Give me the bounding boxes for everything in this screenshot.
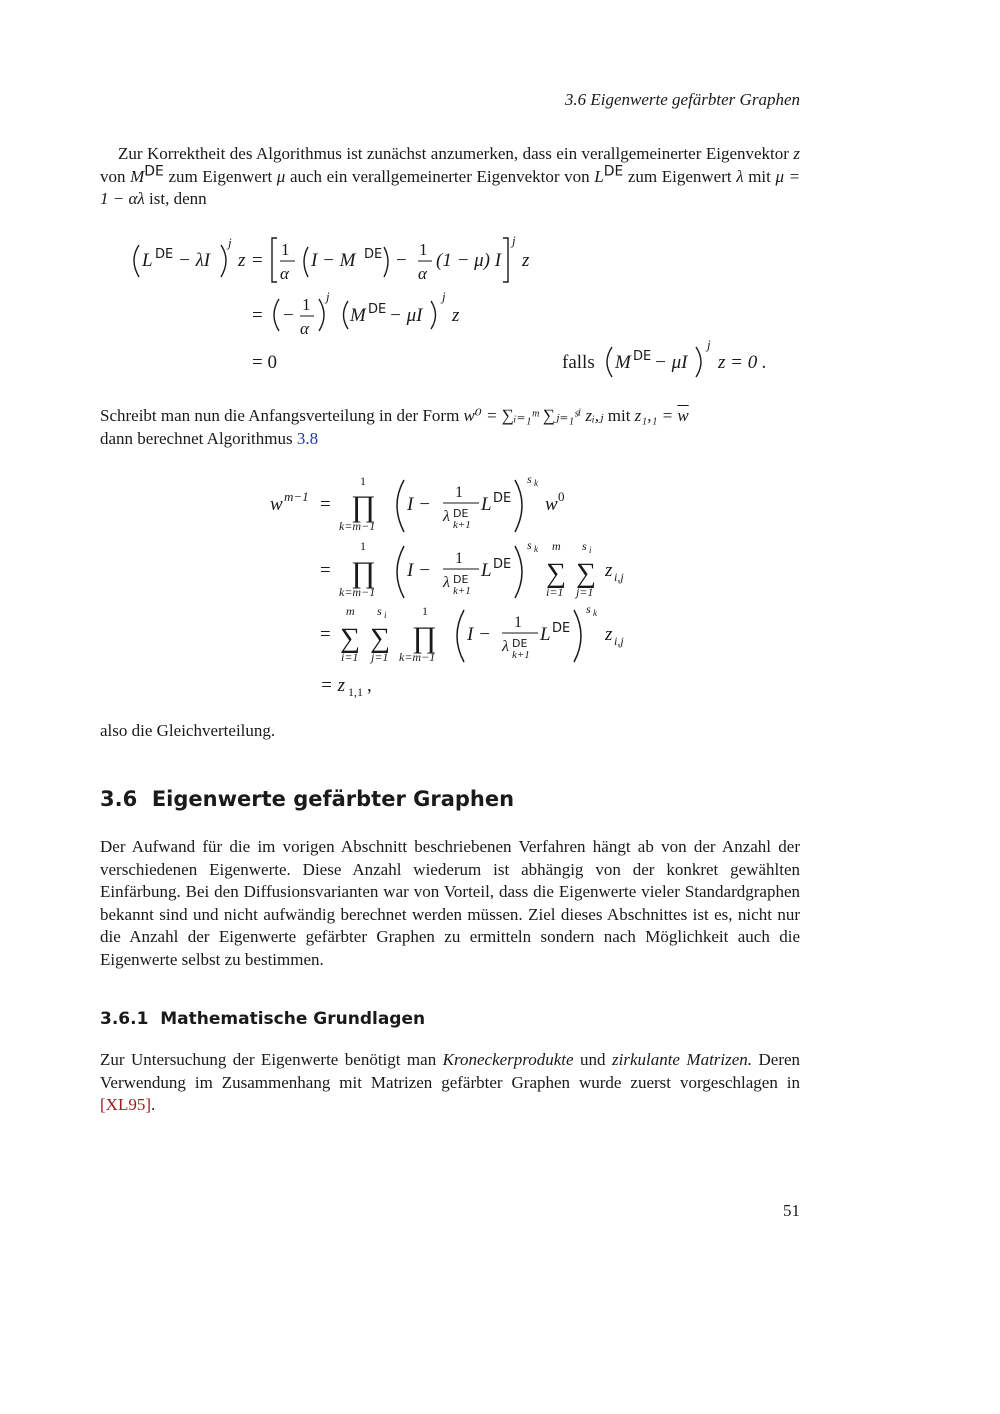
eq2-r3-sum-i-bottom: i=1 <box>341 650 359 664</box>
eq2-r2-sum-m: m <box>552 539 561 553</box>
eq1-j-b: j <box>512 233 516 248</box>
eq1-row2-neg: − <box>283 305 294 326</box>
paragraph-kronecker <box>100 1049 800 1117</box>
eq1-one-a: 1 <box>281 240 290 259</box>
eq2-r1-lambda-sub: k+1 <box>453 519 471 531</box>
eq2-r3-eq: = <box>320 624 331 645</box>
p1-mu: μ <box>276 166 286 186</box>
eq2-r2-lambda-sub: k+1 <box>453 585 471 597</box>
equation-block-2 <box>0 470 1000 700</box>
eq1-row2-j: j <box>326 289 330 304</box>
p2-text-2: mit <box>607 406 631 425</box>
p1-text-4: auch ein verallgemeinerter Eigenvektor von <box>289 166 590 186</box>
eq1-row2-M: M <box>350 305 366 326</box>
eq2-r3-prod-top: 1 <box>422 604 428 618</box>
citation-link[interactable]: [XL95] <box>100 1095 151 1115</box>
eq2-r2-sum-j: ∑ <box>576 558 596 589</box>
eq2-r3-sum-j: ∑ <box>370 623 390 654</box>
eq2-r3-I-minus: I − <box>467 624 491 645</box>
eq2-r2-prod-bottom: k=m−1 <box>339 585 376 599</box>
eq1-row3: = 0 <box>252 352 277 373</box>
paragraph-correctness <box>100 143 800 211</box>
p1-text-5: zum Eigenwert <box>627 166 732 186</box>
eq2-r2-eq: = <box>320 560 331 581</box>
p1-text-2: von <box>100 166 126 186</box>
eq2-r3-z-sub: i,j <box>614 634 624 648</box>
eq1-eq: = <box>252 250 263 271</box>
eq2-r3-sum-s-sub: i <box>384 610 387 620</box>
algorithm-ref-link[interactable]: 3.8 <box>296 428 319 448</box>
p2-wbar: $\overline{w}$ <box>677 406 689 425</box>
eq2-r1-lambda-DE: DE <box>453 507 469 520</box>
eq2-r4-end: , <box>367 675 372 696</box>
page-number: 51 <box>783 1201 800 1220</box>
eq2-r2-sum-i-bottom: i=1 <box>546 585 564 599</box>
eq1-row2-rest: − μI <box>389 305 423 326</box>
eq2-r2-sum-i: ∑ <box>546 558 566 589</box>
eq1-falls-j: j <box>707 337 711 352</box>
eq1-row2-j2: j <box>442 289 446 304</box>
p5-text-1: Zur Untersuchung der Eigenwerte benötigt man <box>100 1050 437 1069</box>
eq2-r1-w0: w <box>545 494 558 515</box>
eq2-r3-L-DE: DE <box>552 621 571 636</box>
eq1-minus: − <box>396 250 407 271</box>
p1-text-7: ist, denn <box>149 189 207 209</box>
p2-text-3: dann berechnet Algorithmus <box>100 428 293 448</box>
eq2-r1-prod: ∏ <box>351 490 376 523</box>
eq1-L-DE: DE <box>155 247 174 262</box>
eq2-r2-lambda: λ <box>443 574 450 591</box>
p2-text-1: Schreibt man nun die Anfangsverteilung in der Form <box>100 406 460 425</box>
eq2-w-sup: m−1 <box>284 489 309 504</box>
p1-L: L <box>594 166 604 186</box>
eq2-r2-prod: ∏ <box>351 556 376 589</box>
eq2-r2-L: L <box>481 560 492 581</box>
eq1-row2-DE: DE <box>368 302 387 317</box>
eq2-r3-lambda-sub: k+1 <box>512 649 530 661</box>
p1-M: M <box>130 166 145 186</box>
eq2-r2-sum-s: s <box>582 539 587 553</box>
eq2-r2-L-DE: DE <box>493 557 512 572</box>
eq2-r4-last: = z <box>320 675 345 696</box>
eq2-r3-sum-s: s <box>377 604 382 618</box>
subsection-number: 3.6.1 <box>100 1009 149 1029</box>
eq2-r1-L-DE: DE <box>493 491 512 506</box>
p1-text-1: Zur Korrektheit des Algorithmus ist zunächst anzumerken, dass ein verallgemeinerter Eigenvektor <box>118 144 789 163</box>
eq2-w: w <box>270 494 283 515</box>
p5-text-3: Deren Verwendung im Zusammenhang mit Matrizen gefärbter Graphen wurde zuerst vorgeschlagen in <box>100 1050 801 1092</box>
eq1-row2-alpha: α <box>300 319 309 338</box>
eq1-falls-M: M <box>615 352 631 373</box>
eq2-r3-prod-bottom: k=m−1 <box>399 650 436 664</box>
section-title: Eigenwerte gefärbter Graphen <box>151 787 515 811</box>
p2-formula-2: z₁,₁ = <box>634 406 674 425</box>
eq1-row2-one: 1 <box>302 295 311 314</box>
p5-text-4: . <box>150 1095 156 1115</box>
eq2-r3-prod: ∏ <box>412 621 437 654</box>
eq1-alpha-a: α <box>280 264 289 283</box>
eq2-r2-s-sub: k <box>534 544 538 554</box>
eq2-r1-prod-top: 1 <box>360 474 366 488</box>
section-heading <box>100 787 514 811</box>
eq2-r3-lambda: λ <box>502 638 509 655</box>
eq2-r1-s-sub: k <box>534 478 538 488</box>
section-number: 3.6 <box>100 787 138 811</box>
eq2-r2-sum-s-sub: i <box>589 545 592 555</box>
eq2-r3-s-sub: k <box>593 608 597 618</box>
p1-M-DE: DE <box>144 162 164 179</box>
eq2-r3-sum-j-bottom: j=1 <box>371 650 389 664</box>
eq2-r2-I-minus: I − <box>407 560 431 581</box>
p2-formula: w⁰ = ∑ᵢ₌₁ᵐ ∑ⱼ₌₁ˢⁱ zᵢ,ⱼ <box>463 406 604 425</box>
eq1-falls-DE: DE <box>633 349 652 364</box>
p1-L-DE: DE <box>603 162 624 179</box>
eq2-r3-sum-i: ∑ <box>340 623 360 654</box>
eq2-r1-I-minus: I − <box>407 494 431 515</box>
eq1-z: z <box>238 250 246 271</box>
eq1-j: j <box>228 235 232 250</box>
eq2-r2-z-sub: i,j <box>614 570 624 584</box>
eq2-r3-s: s <box>586 602 591 616</box>
eq2-r1-L: L <box>481 494 492 515</box>
eq2-r3-sum-m: m <box>346 604 355 618</box>
p1-z: z <box>793 144 800 163</box>
eq2-r1-eq: = <box>320 494 331 515</box>
eq1-M-DE: DE <box>364 247 383 262</box>
eq2-r2-prod-top: 1 <box>360 539 366 553</box>
eq1-one-b: 1 <box>419 240 428 259</box>
eq2-r2-s: s <box>527 538 532 552</box>
paragraph-effort: Der Aufwand für die im vorigen Abschnitt beschriebenen Verfahren hängt ab von der Anzahl der verschiedenen Eigenwerte. Diese Anzahl wiederum ist abhängig von der konkret gewählten Einfärbung. Bei den Diffusionsvarianten war von Vorteil, dass die Eigenwerte vieler Standardgraphen bekannt sind und nicht aufwändig berechnet werden müssen. Ziel dieses Abschnittes ist es, nicht nur die Anzahl der Eigenwerte gefärbter Graphen zu ermitteln sondern nach Möglichkeit auch die Eigenwerte selbst zu bestimmen. <box>100 837 800 969</box>
eq1-row2-z: z <box>452 305 460 326</box>
eq2-r2-one: 1 <box>455 550 463 567</box>
p1-lambda: λ <box>736 166 744 186</box>
eq1-lhs-rest: − λI <box>178 250 211 271</box>
eq1-L: L <box>142 250 153 271</box>
subsection-title: Mathematische Grundlagen <box>160 1009 426 1029</box>
eq2-r1-w0-sup: 0 <box>558 489 565 504</box>
eq1-falls-end: z = 0 . <box>718 352 767 373</box>
eq2-r3-L: L <box>540 624 551 645</box>
eq2-r1-lambda: λ <box>443 508 450 525</box>
running-head: 3.6 Eigenwerte gefärbter Graphen <box>564 90 800 109</box>
p5-text-2: und <box>580 1050 606 1069</box>
eq2-r1-prod-bottom: k=m−1 <box>339 519 376 533</box>
eq1-falls: falls <box>562 352 595 373</box>
equation-block-1 <box>0 225 1000 385</box>
eq2-r3-z: z <box>605 624 613 645</box>
p1-condition: μ = 1 − αλ <box>100 166 801 209</box>
eq2-r1-one: 1 <box>455 484 463 501</box>
eq2-r1-s: s <box>527 472 532 486</box>
paragraph-uniform-distribution: also die Gleichverteilung. <box>100 721 276 740</box>
eq1-I-minus-M: I − M <box>311 250 356 271</box>
eq2-r3-lambda-DE: DE <box>512 637 528 650</box>
eq2-r2-z: z <box>605 560 613 581</box>
eq1-one-minus-mu: (1 − μ) I <box>436 250 502 271</box>
eq1-z-b: z <box>522 250 530 271</box>
eq2-r3-one: 1 <box>514 614 522 631</box>
eq1-falls-rest: − μI <box>654 352 688 373</box>
eq2-r2-sum-j-bottom: j=1 <box>576 585 594 599</box>
p5-em-circulant: zirkulante Matrizen. <box>611 1050 753 1069</box>
paragraph-initial-distribution <box>100 405 800 450</box>
eq1-alpha-b: α <box>418 264 427 283</box>
p1-text-3: zum Eigenwert <box>168 166 273 186</box>
p1-text-6: mit <box>748 166 771 186</box>
eq2-r4-last-sub: 1,1 <box>348 685 363 699</box>
p5-em-kronecker: Kroneckerprodukte <box>442 1050 574 1069</box>
subsection-heading <box>100 1009 425 1029</box>
eq2-r2-lambda-DE: DE <box>453 573 469 586</box>
eq1-row2-eq: = <box>252 305 263 326</box>
